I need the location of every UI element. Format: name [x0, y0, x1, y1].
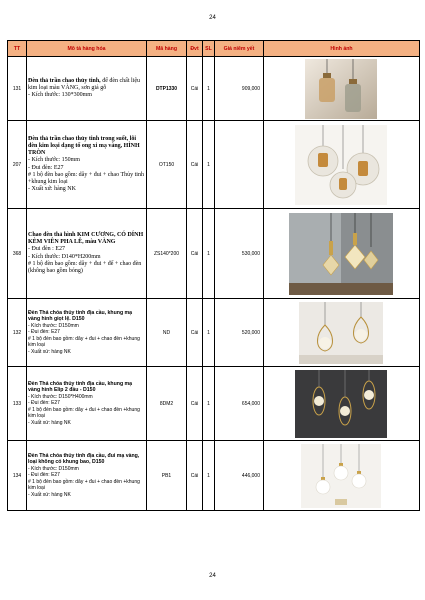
row-unit: Cái	[187, 57, 203, 121]
row-price: 520,000	[215, 299, 264, 367]
row-description	[27, 367, 147, 441]
table-header-row	[8, 41, 420, 57]
row-line: # 1 bộ đèn bao gồm: dây + đui + chao đèn +khung kim loại	[28, 335, 140, 349]
row-qty: 1	[203, 121, 215, 209]
row-title: Chao đèn thả hình KIM CƯƠNG, CÓ DÍNH KÈM VIÊN PHA LÊ, màu VÀNG	[28, 231, 144, 246]
diamond-pendant-photo	[265, 211, 417, 297]
table-row	[8, 121, 420, 209]
row-code: 8DM2	[147, 367, 187, 441]
row-code: ZS140*200	[147, 209, 187, 299]
teardrop-globe-lamp-photo	[265, 301, 417, 365]
row-qty: 1	[203, 209, 215, 299]
row-code: DTP1330	[147, 57, 187, 121]
row-tt: 131	[8, 57, 27, 121]
row-description	[27, 441, 147, 511]
ellipse-frame-lamp-photo	[265, 369, 417, 439]
row-image	[264, 441, 420, 511]
row-price: 446,000	[215, 441, 264, 511]
row-line: # 1 bộ đèn bao gồm: dây + đui + chao Thủy tinh +khung kim loại	[28, 171, 144, 185]
header-qty: SL	[203, 41, 215, 57]
row-qty: 1	[203, 57, 215, 121]
row-code: ND	[147, 299, 187, 367]
row-image	[264, 121, 420, 209]
header-unit: Đvt	[187, 41, 203, 57]
row-title: Đèn Thả chóa thủy tinh địa cầu, khung mạ vàng hình giọt lệ. D150	[28, 310, 133, 323]
row-line: - Kích thước: D150mm	[28, 465, 79, 472]
row-image	[264, 299, 420, 367]
row-unit: Cái	[187, 209, 203, 299]
row-code: OT150	[147, 121, 187, 209]
row-unit: Cái	[187, 121, 203, 209]
row-unit: Cái	[187, 367, 203, 441]
row-price: 530,000	[215, 209, 264, 299]
globe-pendant-trio-photo	[265, 443, 417, 509]
pendant-lamp-photo	[265, 59, 417, 119]
row-line: - Kích thước: 130*300mm	[28, 92, 92, 99]
page-number-top: 24	[209, 15, 216, 21]
row-line: - Đui đèn: E27	[28, 329, 60, 336]
row-description	[27, 299, 147, 367]
row-qty: 1	[203, 299, 215, 367]
table-row	[8, 209, 420, 299]
row-line: - Kích thước: D140*H200mm	[28, 253, 101, 260]
header-price: Giá niêm yết	[215, 41, 264, 57]
row-line: - Đui đèn: E27	[28, 400, 60, 407]
row-price	[215, 121, 264, 209]
row-line: - Kích thước: 150mm	[28, 157, 80, 164]
row-line: đế đèn chất liệu kim loại màu VÀNG, sơn giả gỗ	[28, 77, 141, 91]
product-table	[7, 40, 420, 511]
row-tt: 368	[8, 209, 27, 299]
row-price: 909,000	[215, 57, 264, 121]
table-row	[8, 367, 420, 441]
header-description: Mô tả hàng hóa	[27, 41, 147, 57]
row-unit: Cái	[187, 441, 203, 511]
row-tt: 207	[8, 121, 27, 209]
row-line: - Đui đèn: E27	[28, 472, 60, 479]
row-image	[264, 367, 420, 441]
row-description	[27, 209, 147, 299]
glass-globe-lamp-photo	[265, 123, 417, 207]
row-title: Đèn Thả chóa thủy tinh địa cầu, đui mạ vàng, loại không có khung bao, D150	[28, 453, 140, 466]
row-qty: 1	[203, 441, 215, 511]
header-tt: TT	[8, 41, 27, 57]
header-code: Mã hàng	[147, 41, 187, 57]
row-line: # 1 bộ đèn bao gồm: dây + đui + chao đèn +khung kim loại	[28, 406, 140, 420]
row-line: # 1 bộ đèn bao gồm: dây + đui + chao đèn +khung kim loại	[28, 478, 140, 492]
row-line: - Xuất xứ: hàng NK	[28, 348, 71, 355]
row-image	[264, 209, 420, 299]
table-row	[8, 299, 420, 367]
row-line: - Kích thước: D150mm	[28, 322, 79, 329]
header-image: Hình ảnh	[264, 41, 420, 57]
row-title: Đèn thả trần chao thủy tinh,	[28, 77, 101, 84]
table-row	[8, 441, 420, 511]
row-line: - Đui đèn: E27	[28, 164, 64, 171]
row-line: # 1 bộ đèn bao gồm: dây + đui + đế + chao đèn (không bao gồm bóng)	[28, 260, 142, 274]
row-line: - Xuất xứ: hàng NK	[28, 186, 76, 193]
row-title: Đèn thả trần chao thủy tinh trong suốt, lõi đèn kim loại dạng tổ ong xi mạ vàng, HÌNH TRÒN	[28, 135, 140, 157]
row-code: PB1	[147, 441, 187, 511]
row-price: 654,000	[215, 367, 264, 441]
row-tt: 133	[8, 367, 27, 441]
row-qty: 1	[203, 367, 215, 441]
row-line: - Đui đèn : E27	[28, 246, 65, 253]
row-line: - Xuất xứ: hàng NK	[28, 419, 71, 426]
row-title: Đèn Thả chóa thủy tinh địa cầu, khung mạ vàng hình Elip 2 đầu - D150	[28, 381, 133, 394]
row-image	[264, 57, 420, 121]
row-description	[27, 57, 147, 121]
row-tt: 134	[8, 441, 27, 511]
row-tt: 132	[8, 299, 27, 367]
row-line: - Kích thước: D150*H400mm	[28, 393, 93, 400]
row-unit: Cái	[187, 299, 203, 367]
row-description	[27, 121, 147, 209]
page-number-bottom: 24	[209, 573, 216, 579]
row-line: - Xuất xứ: hàng NK	[28, 491, 71, 498]
table-row	[8, 57, 420, 121]
